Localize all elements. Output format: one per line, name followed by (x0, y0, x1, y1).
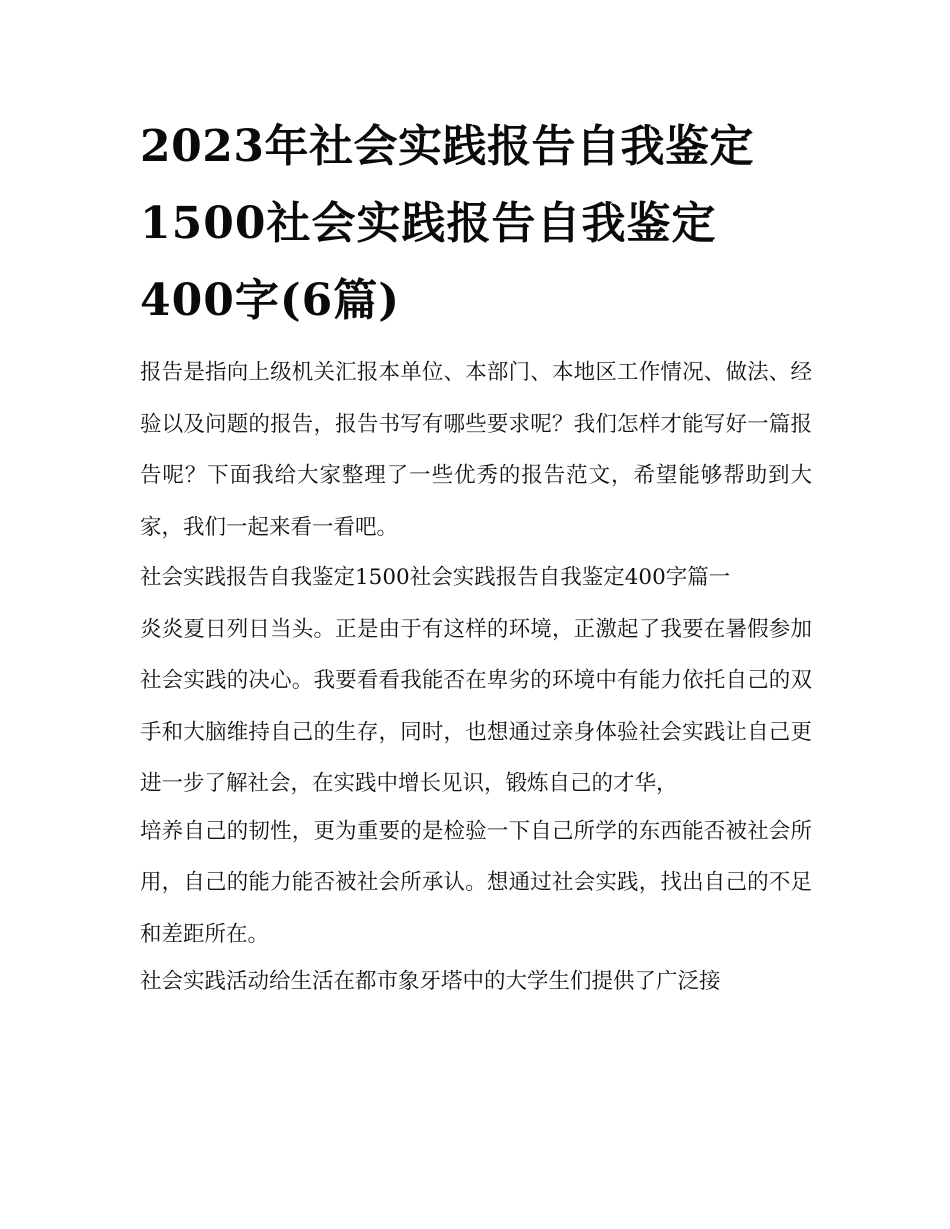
body-paragraph-2: 培养自己的韧性，更为重要的是检验一下自己所学的东西能否被社会所用，自己的能力能否被社会所承认。想通过社会实践，找出自己的不足和差距所在。 (140, 818, 812, 947)
title-line-2: 1500社会实践报告自我鉴定 (140, 198, 717, 249)
body-paragraph-3: 社会实践活动给生活在都市象牙塔中的大学生们提供了广泛接 (140, 969, 721, 994)
section-heading: 社会实践报告自我鉴定1500社会实践报告自我鉴定400字篇一 (140, 565, 731, 590)
title-line-3: 400字(6篇) (140, 275, 401, 326)
document-page (140, 108, 812, 1008)
title-line-1: 2023年社会实践报告自我鉴定 (140, 121, 754, 172)
intro-paragraph: 报告是指向上级机关汇报本单位、本部门、本地区工作情况、做法、经验以及问题的报告，报告书写有哪些要求呢？我们怎样才能写好一篇报告呢？下面我给大家整理了一些优秀的报告范文，希望能够帮助到大家，我们一起来看一看吧。 (140, 360, 812, 540)
body-paragraph-1: 炎炎夏日列日当头。正是由于有这样的环境，正激起了我要在暑假参加社会实践的决心。我要看看我能否在卑劣的环境中有能力依托自己的双手和大脑维持自己的生存，同时，也想通过亲身体验社会实践让自己更进一步了解社会，在实践中增长见识，锻炼自己的才华， (140, 616, 812, 796)
document-title (140, 108, 812, 339)
